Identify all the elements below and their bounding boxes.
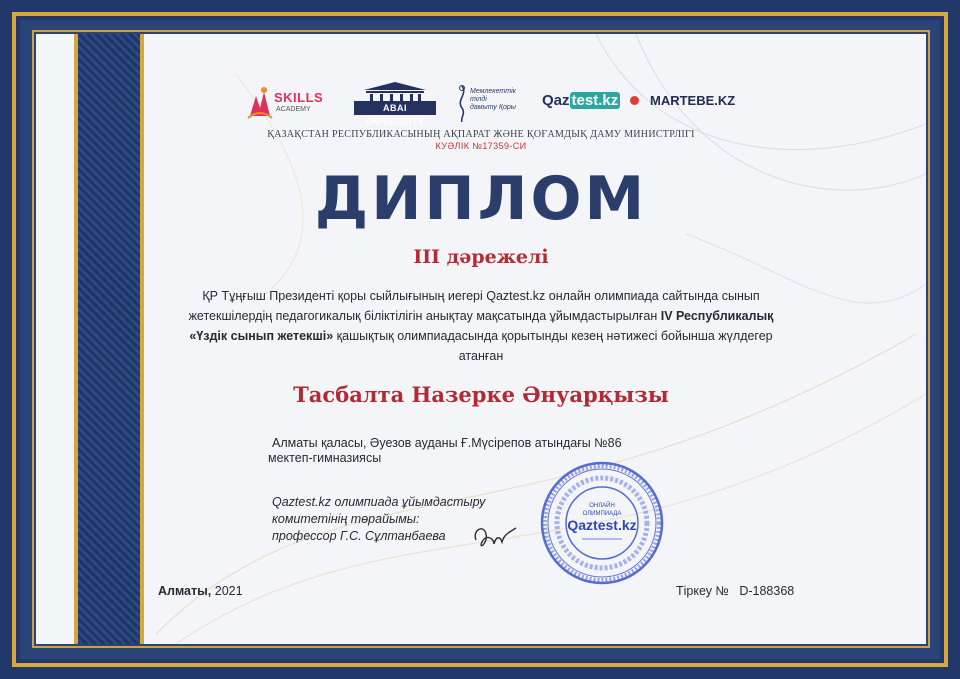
diploma-paper xyxy=(36,34,926,644)
committee-line-3: профессор Г.С. Сұлтанбаева xyxy=(272,529,446,543)
abai-logo-text: ABAI UNIVERSITY xyxy=(354,101,436,115)
degree-label: III дәрежелі xyxy=(413,246,549,268)
official-stamp xyxy=(538,459,666,587)
partner-logos xyxy=(246,80,736,127)
decorative-ribbon xyxy=(78,34,140,644)
stamp-line-1: ОНЛАЙН xyxy=(589,503,615,509)
registration-label: Тіркеу № xyxy=(676,584,729,598)
qaztest-dot-icon xyxy=(630,96,639,105)
qaztest-logo-prefix: Qaz xyxy=(542,92,570,109)
award-description xyxy=(186,286,776,366)
skills-logo-subtext: ACADEMY xyxy=(276,106,311,113)
skills-academy-logo xyxy=(246,80,336,124)
award-description-part2: қашықтық олимпиадасында қорытынды кезең нәтижесі бойынша жүлдегер атанған xyxy=(333,329,773,363)
abai-university-logo xyxy=(354,82,436,127)
license-number: КУӘЛІК №17359-СИ xyxy=(435,141,527,151)
skills-figure-icon xyxy=(246,86,274,120)
qaztest-logo-highlight: test.kz xyxy=(571,92,619,109)
award-description-olympiad: IV Республикалық «Үздік сынып жетекші» xyxy=(189,309,774,343)
committee-line-2: комитетінің төрайымы: xyxy=(272,512,420,526)
registration-value: D-188368 xyxy=(739,584,795,598)
diploma-title: ДИПЛОМ xyxy=(314,164,648,234)
issue-year: 2021 xyxy=(211,584,243,598)
award-description-part1: ҚР Тұңғыш Президенті қоры сыйлығының иегері Qaztest.kz онлайн олимпиада сайтында сынып жетекшілердің педагогикалық біліктілігін анықтау мақсатында ұйымдастырылған xyxy=(188,289,760,323)
abai-building-icon xyxy=(354,82,436,102)
stamp-line-2: ОЛИМПИАДА xyxy=(582,511,622,517)
language-fund-logo xyxy=(456,84,532,124)
school-line-1: Алматы қаласы, Әуезов ауданы Ғ.Мүсірепов атындағы №86 xyxy=(272,436,622,450)
skills-logo-text: SKILLS xyxy=(274,90,324,105)
qaztest-logo-text xyxy=(542,92,620,109)
qaztest-logo xyxy=(542,92,638,114)
fund-emblem-icon xyxy=(456,84,468,122)
city-year xyxy=(158,584,243,598)
registration-number xyxy=(676,584,794,598)
committee-line-1: Qaztest.kz олимпиада ұйымдастыру xyxy=(272,495,486,509)
handwritten-signature xyxy=(468,520,522,556)
martebe-logo: MARTEBE.KZ xyxy=(650,93,736,108)
stamp-main-text: Qaztest.kz xyxy=(567,517,637,533)
fund-logo-text: Мемлекеттік тілді дамыту Қоры xyxy=(470,88,516,111)
school-line-2: мектеп-гимназиясы xyxy=(268,451,382,465)
city-name: Алматы, xyxy=(158,584,212,598)
ribbon-edge-right xyxy=(140,34,144,644)
recipient-name: Тасбалта Назерке Әнуарқызы xyxy=(293,382,669,407)
ministry-line: ҚАЗАҚСТАН РЕСПУБЛИКАСЫНЫҢ АҚПАРАТ ЖӘНЕ ҚОҒАМДЫҚ ДАМУ МИНИСТРЛІГІ xyxy=(267,129,695,140)
